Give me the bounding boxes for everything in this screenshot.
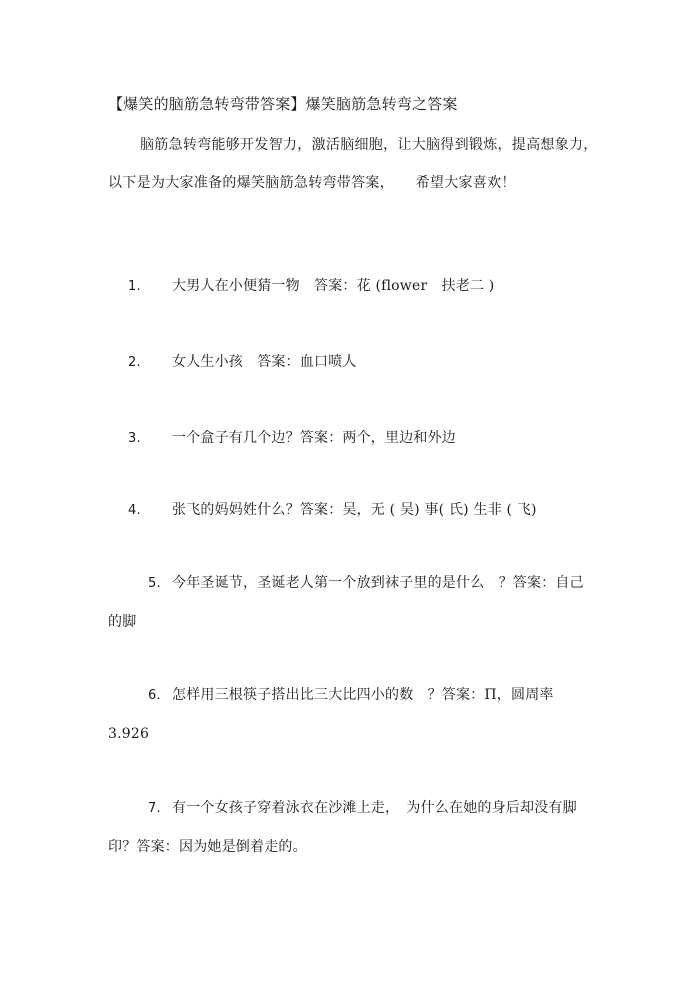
item-text: 有一个女孩子穿着泳衣在沙滩上走， 为什么在她的身后却没有脚印？答案：因为她是倒着走的。 [108, 800, 577, 855]
document-title: 【爆笑的脑筋急转弯带答案】爆笑脑筋急转弯之答案 [108, 95, 458, 113]
item-text: 张飞的妈妈姓什么？答案：吴，无 ( 吴) 事( 氏) 生非 ( 飞) [172, 502, 537, 518]
item-number: 3. [128, 431, 141, 446]
item-number: 6. [148, 688, 161, 703]
item-number: 2. [128, 355, 141, 370]
item-number: 5. [148, 576, 161, 591]
intro-paragraph: 脑筋急转弯能够开发智力，激活脑细胞，让大脑得到锻炼，提高想象力，以下是为大家准备的爆笑脑筋急转弯带答案， 希望大家喜欢！ [108, 137, 598, 191]
list-item [108, 789, 588, 866]
item-number: 4. [128, 503, 141, 518]
item-text: 女人生小孩 答案：血口喷人 [172, 354, 357, 370]
item-text: 怎样用三根筷子搭出比三大比四小的数 ？答案：Π，圆周率 3.926 [108, 687, 554, 742]
item-number: 7. [148, 801, 161, 816]
list-item [108, 491, 588, 530]
list-item [108, 267, 588, 306]
list-item [108, 343, 588, 382]
item-text: 一个盒子有几个边？答案：两个，里边和外边 [172, 430, 456, 446]
list-item [108, 676, 588, 753]
list-item [108, 419, 588, 458]
item-text: 大男人在小便猜一物 答案：花 (flower 扶老二 ) [172, 278, 495, 294]
item-number: 1. [128, 279, 141, 294]
list-item [108, 564, 588, 641]
item-text: 今年圣诞节，圣诞老人第一个放到袜子里的是什么 ？答案：自己的脚 [108, 575, 584, 630]
